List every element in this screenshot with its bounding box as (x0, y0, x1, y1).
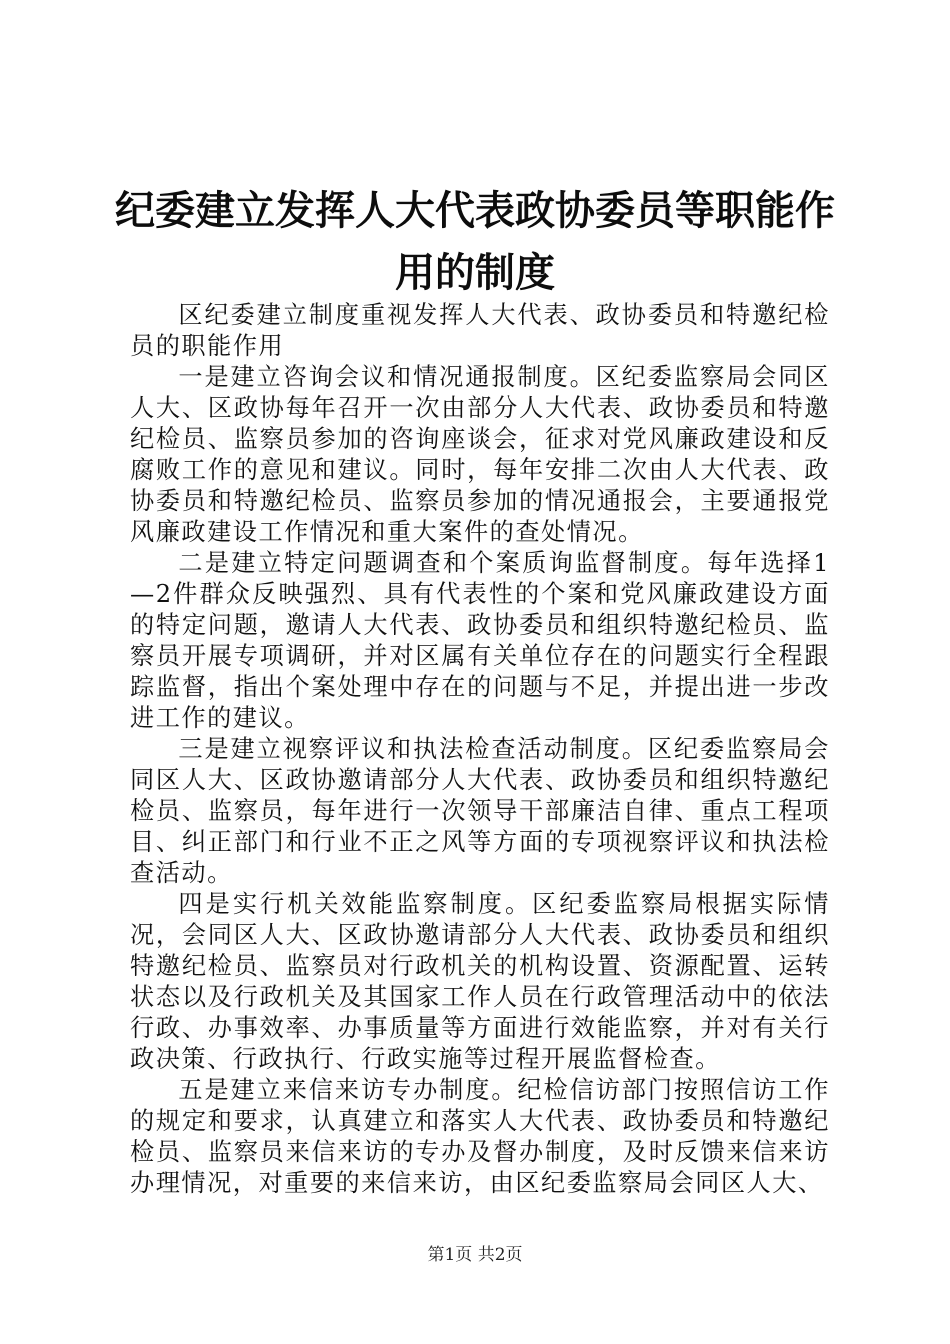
paragraph-3: 三是建立视察评议和执法检查活动制度。区纪委监察局会同区人大、区政协邀请部分人大代表、政协委员和组织特邀纪检员、监察员，每年进行一次领导干部廉洁自律、重点工程项目、纠正部门和行业不正之风等方面的专项视察评议和执法检查活动。 (130, 735, 830, 887)
paragraph-5: 五是建立来信来访专办制度。纪检信访部门按照信访工作的规定和要求，认真建立和落实人大代表、政协委员和特邀纪检员、监察员来信来访的专办及督办制度，及时反馈来信来访办理情况，对重要的来信来访，由区纪委监察局会同区人大、 (130, 1076, 830, 1197)
document-title: 纪委建立发挥人大代表政协委员等职能作用的制度 (115, 188, 835, 296)
paragraph-4: 四是实行机关效能监察制度。区纪委监察局根据实际情况，会同区人大、区政协邀请部分人大代表、政协委员和组织特邀纪检员、监察员对行政机关的机构设置、资源配置、运转状态以及行政机关及其国家工作人员在行政管理活动中的依法行政、办事效率、办事质量等方面进行效能监察，并对有关行政决策、行政执行、行政实施等过程开展监督检查。 (130, 890, 830, 1073)
page-footer: 第1页 共2页 (427, 1245, 523, 1265)
paragraph-1: 一是建立咨询会议和情况通报制度。区纪委监察局会同区人大、区政协每年召开一次由部分人大代表、政协委员和特邀纪检员、监察员参加的咨询座谈会，征求对党风廉政建设和反腐败工作的意见和建议。同时，每年安排二次由人大代表、政协委员和特邀纪检员、监察员参加的情况通报会，主要通报党风廉政建设工作情况和重大案件的查处情况。 (130, 363, 830, 546)
paragraph-intro: 区纪委建立制度重视发挥人大代表、政协委员和特邀纪检员的职能作用 (130, 301, 830, 360)
paragraph-2: 二是建立特定问题调查和个案质询监督制度。每年选择1—2件群众反映强烈、具有代表性的个案和党风廉政建设方面的特定问题，邀请人大代表、政协委员和组织特邀纪检员、监察员开展专项调研，并对区属有关单位存在的问题实行全程跟踪监督，指出个案处理中存在的问题与不足，并提出进一步改进工作的建议。 (130, 549, 830, 732)
document-body (130, 300, 830, 1199)
